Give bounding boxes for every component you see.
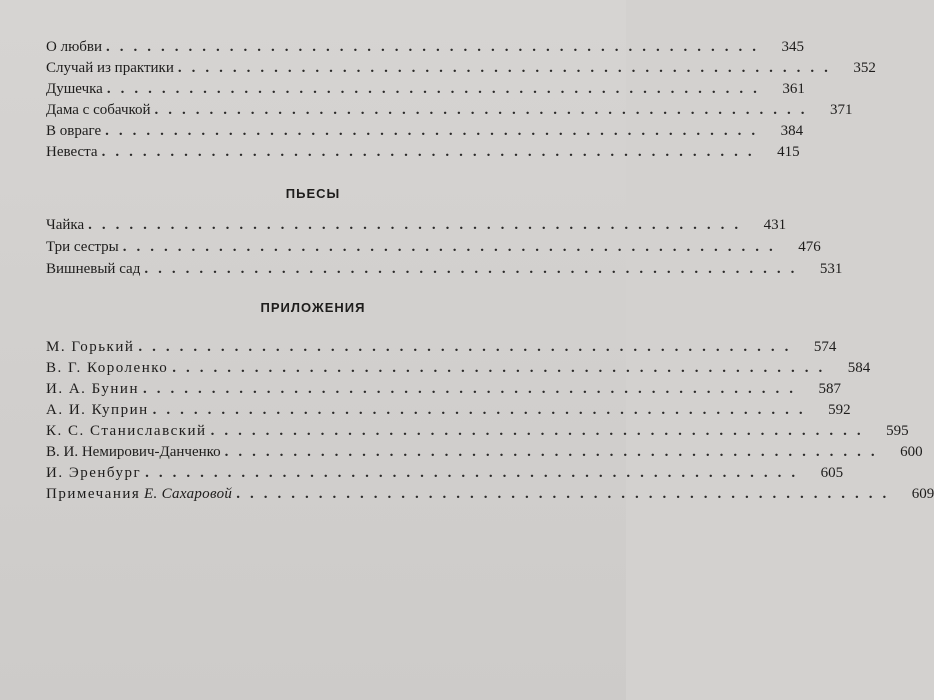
- entry-page-number: 361: [782, 81, 805, 97]
- toc-entry: [46, 399, 851, 421]
- toc-entry: [46, 441, 923, 463]
- entry-page-number: 371: [830, 102, 853, 118]
- toc-entry: [46, 78, 805, 100]
- toc-entry: [46, 462, 844, 484]
- toc-entry: [46, 57, 876, 79]
- entry-title: И. А. Бунин: [46, 381, 139, 397]
- entry-page-number: 595: [886, 423, 909, 439]
- dot-leader: ................................................: [106, 39, 767, 55]
- entry-title: Дама с собачкой: [46, 102, 151, 118]
- toc-entry: [46, 236, 821, 258]
- dot-leader: ................................................: [101, 144, 762, 160]
- entry-page-number: 531: [819, 261, 843, 277]
- dot-leader: ................................................: [152, 402, 813, 418]
- entry-page-number: 415: [777, 144, 800, 160]
- entry-page-number: 476: [798, 239, 821, 255]
- dot-leader: ................................................: [210, 423, 871, 439]
- entry-title: М. Горький: [46, 339, 135, 355]
- toc-entry: [46, 357, 871, 379]
- section-heading-appendices: ПРИЛОЖЕНИЯ: [260, 300, 366, 315]
- dot-leader: ................................................: [138, 339, 799, 355]
- dot-leader: ................................................: [106, 81, 767, 97]
- toc-entry: [46, 214, 787, 236]
- dot-leader: ................................................: [224, 444, 885, 460]
- entry-page-number: 384: [780, 123, 804, 139]
- entry-title: Три сестры: [46, 239, 119, 255]
- entry-title: Душечка: [46, 81, 103, 97]
- entry-title: А. И. Куприн: [46, 402, 149, 418]
- entry-title: Случай из практики: [46, 60, 174, 76]
- section-heading-plays: ПЬЕСЫ: [285, 186, 341, 201]
- entry-page-number: 345: [781, 39, 805, 55]
- dot-leader: ................................................: [172, 360, 833, 376]
- entry-page-number: 609: [911, 486, 934, 502]
- entry-title: К. С. Станиславский: [46, 423, 207, 439]
- toc-entry: [46, 336, 837, 358]
- entry-title: Примечания Е. Сахаровой: [46, 486, 233, 502]
- dot-leader: ................................................: [122, 239, 783, 255]
- toc-entry: [46, 99, 853, 121]
- entry-title: В. Г. Короленко: [46, 360, 169, 376]
- dot-leader: ................................................: [88, 217, 749, 233]
- toc-entry: [46, 141, 800, 163]
- entry-title: Чайка: [46, 217, 85, 233]
- entry-title: Невеста: [46, 144, 98, 160]
- entry-title: И. Эренбург: [46, 465, 142, 481]
- dot-leader: ................................................: [177, 60, 838, 76]
- toc-entry: [46, 420, 909, 442]
- entry-page-number: 587: [818, 381, 841, 397]
- dot-leader: ................................................: [105, 123, 766, 139]
- toc-entry-notes: [46, 483, 934, 505]
- entry-page-number: 584: [847, 360, 871, 376]
- entry-page-number: 605: [820, 465, 844, 481]
- entry-page-number: 574: [813, 339, 837, 355]
- toc-entry: [46, 120, 804, 142]
- entry-page-number: 600: [900, 444, 923, 460]
- dot-leader: ................................................: [145, 465, 806, 481]
- toc-entry: [46, 258, 843, 280]
- dot-leader: ................................................: [236, 486, 897, 502]
- entry-page-number: 431: [763, 217, 787, 233]
- dot-leader: ................................................: [144, 261, 805, 277]
- entry-title: В овраге: [46, 123, 102, 139]
- toc-entry: [46, 36, 805, 58]
- toc-entry: [46, 378, 841, 400]
- entry-title: О любви: [46, 39, 103, 55]
- entry-page-number: 592: [828, 402, 851, 418]
- entry-title: Вишневый сад: [46, 261, 141, 277]
- entry-title: В. И. Немирович-Данченко: [46, 444, 221, 460]
- dot-leader: ................................................: [154, 102, 815, 118]
- dot-leader: ................................................: [143, 381, 803, 397]
- entry-author: Е. Сахаровой: [144, 486, 233, 502]
- entry-page-number: 352: [853, 60, 876, 76]
